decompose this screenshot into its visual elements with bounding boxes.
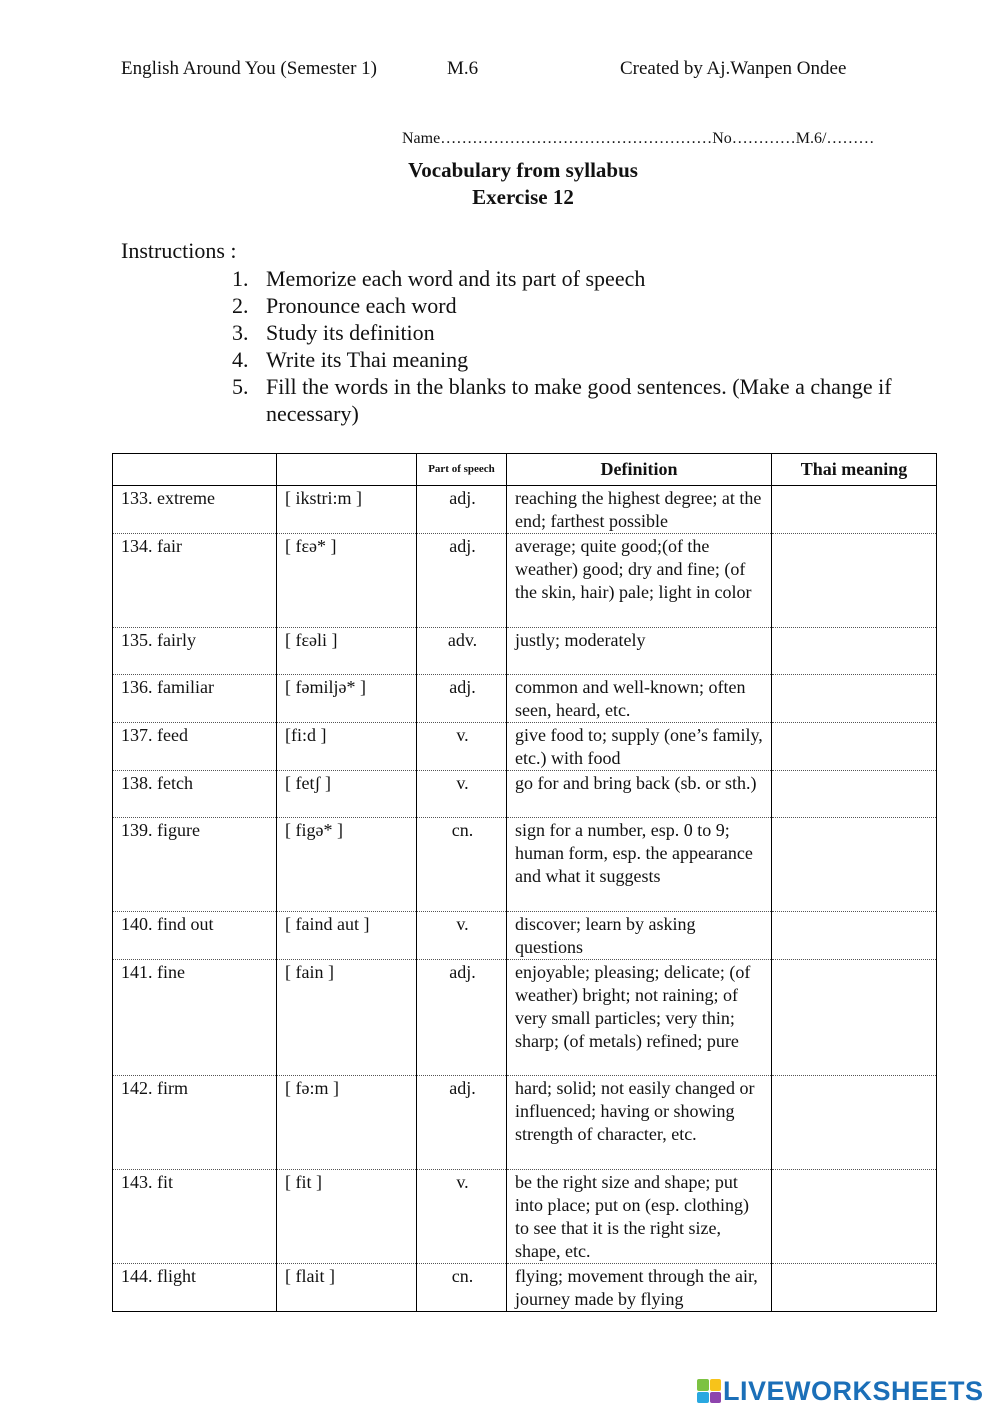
- pronunciation: [fi:d ]: [277, 723, 417, 771]
- header-thai-meaning: Thai meaning: [772, 454, 937, 486]
- table-row: [113, 912, 937, 960]
- thai-meaning-input[interactable]: [772, 486, 937, 534]
- instruction-item: 1. Memorize each word and its part of speech: [232, 266, 646, 291]
- vocab-word: 135. fairly: [113, 628, 277, 675]
- header-part-of-speech: Part of speech: [417, 454, 507, 486]
- part-of-speech: v.: [417, 771, 507, 818]
- header-definition: Definition: [507, 454, 772, 486]
- instruction-item: 2. Pronounce each word: [232, 293, 457, 318]
- table-header-row: [113, 454, 937, 486]
- header-pronunciation: [277, 454, 417, 486]
- part-of-speech: adj.: [417, 1076, 507, 1170]
- thai-meaning-input[interactable]: [772, 960, 937, 1076]
- pronunciation: [ faind aut ]: [277, 912, 417, 960]
- thai-meaning-input[interactable]: [772, 1170, 937, 1264]
- part-of-speech: adj.: [417, 486, 507, 534]
- vocab-word: 134. fair: [113, 534, 277, 628]
- part-of-speech: v.: [417, 912, 507, 960]
- pronunciation: [ fetʃ ]: [277, 771, 417, 818]
- vocab-word: 139. figure: [113, 818, 277, 912]
- table-row: [113, 1264, 937, 1312]
- part-of-speech: cn.: [417, 1264, 507, 1312]
- vocab-word: 137. feed: [113, 723, 277, 771]
- thai-meaning-input[interactable]: [772, 628, 937, 675]
- definition: give food to; supply (one’s family, etc.) with food: [507, 723, 772, 771]
- page-header: [0, 58, 1000, 86]
- thai-meaning-input[interactable]: [772, 818, 937, 912]
- definition: discover; learn by asking questions: [507, 912, 772, 960]
- pronunciation: [ fə:m ]: [277, 1076, 417, 1170]
- header-word: [113, 454, 277, 486]
- pronunciation: [ figə* ]: [277, 818, 417, 912]
- thai-meaning-input[interactable]: [772, 723, 937, 771]
- vocab-word: 136. familiar: [113, 675, 277, 723]
- definition: sign for a number, esp. 0 to 9; human form, esp. the appearance and what it suggests: [507, 818, 772, 912]
- part-of-speech: adv.: [417, 628, 507, 675]
- page-title: Vocabulary from syllabus: [408, 158, 638, 182]
- instruction-item: 3. Study its definition: [232, 320, 435, 345]
- pronunciation: [ fain ]: [277, 960, 417, 1076]
- liveworksheets-logo: [697, 1375, 984, 1406]
- vocab-word: 138. fetch: [113, 771, 277, 818]
- table-row: [113, 771, 937, 818]
- badge-square-blue: [697, 1392, 709, 1404]
- thai-meaning-input[interactable]: [772, 912, 937, 960]
- pronunciation: [ fit ]: [277, 1170, 417, 1264]
- badge-square-yellow: [710, 1379, 722, 1391]
- badge-square-green: [697, 1379, 709, 1391]
- instruction-item: 4. Write its Thai meaning: [232, 347, 469, 372]
- part-of-speech: adj.: [417, 675, 507, 723]
- liveworksheets-badge-icon: [697, 1379, 721, 1403]
- table-row: [113, 1170, 937, 1264]
- definition: hard; solid; not easily changed or influenced; having or showing strength of character, etc.: [507, 1076, 772, 1170]
- exercise-number: Exercise 12: [472, 185, 574, 209]
- table-row: [113, 818, 937, 912]
- definition: common and well-known; often seen, heard, etc.: [507, 675, 772, 723]
- definition: flying; movement through the air, journey made by flying: [507, 1264, 772, 1312]
- definition: go for and bring back (sb. or sth.): [507, 771, 772, 818]
- pronunciation: [ fəmiljə* ]: [277, 675, 417, 723]
- badge-square-purple: [710, 1392, 722, 1404]
- vocab-word: 140. find out: [113, 912, 277, 960]
- definition: enjoyable; pleasing; delicate; (of weather) bright; not raining; of very small particles; very thin; sharp; (of metals) refined; pure: [507, 960, 772, 1076]
- thai-meaning-input[interactable]: [772, 1264, 937, 1312]
- table-row: [113, 960, 937, 1076]
- thai-meaning-input[interactable]: [772, 675, 937, 723]
- part-of-speech: adj.: [417, 534, 507, 628]
- vocab-word: 143. fit: [113, 1170, 277, 1264]
- definition: be the right size and shape; put into place; put on (esp. clothing) to see that it is the right size, shape, etc.: [507, 1170, 772, 1264]
- pronunciation: [ flait ]: [277, 1264, 417, 1312]
- table-row: [113, 534, 937, 628]
- part-of-speech: cn.: [417, 818, 507, 912]
- logo-text: LIVEWORKSHEETS: [723, 1375, 984, 1406]
- definition: justly; moderately: [507, 628, 772, 675]
- table-row: [113, 723, 937, 771]
- thai-meaning-input[interactable]: [772, 1076, 937, 1170]
- vocabulary-table: [112, 453, 937, 1312]
- course-title: English Around You (Semester 1): [121, 58, 377, 79]
- thai-meaning-input[interactable]: [772, 771, 937, 818]
- definition: average; quite good;(of the weather) good; dry and fine; (of the skin, hair) pale; light in color: [507, 534, 772, 628]
- pronunciation: [ fɛə* ]: [277, 534, 417, 628]
- instructions-list: [232, 265, 932, 427]
- definition: reaching the highest degree; at the end; farthest possible: [507, 486, 772, 534]
- instructions-label: Instructions :: [121, 238, 237, 263]
- instruction-item: 5. Fill the words in the blanks to make good sentences. (Make a change if necessary): [232, 374, 892, 426]
- vocab-word: 142. firm: [113, 1076, 277, 1170]
- thai-meaning-input[interactable]: [772, 534, 937, 628]
- creator-credit: Created by Aj.Wanpen Ondee: [620, 58, 847, 79]
- vocab-word: 144. flight: [113, 1264, 277, 1312]
- part-of-speech: adj.: [417, 960, 507, 1076]
- table-row: [113, 628, 937, 675]
- table-row: [113, 1076, 937, 1170]
- table-row: [113, 675, 937, 723]
- pronunciation: [ ikstri:m ]: [277, 486, 417, 534]
- vocab-word: 141. fine: [113, 960, 277, 1076]
- name-number-field[interactable]: Name……………………………………………No…………M.6/………: [402, 130, 875, 147]
- vocab-word: 133. extreme: [113, 486, 277, 534]
- part-of-speech: v.: [417, 1170, 507, 1264]
- table-row: [113, 486, 937, 534]
- part-of-speech: v.: [417, 723, 507, 771]
- pronunciation: [ fɛəli ]: [277, 628, 417, 675]
- grade-level: M.6: [447, 58, 479, 79]
